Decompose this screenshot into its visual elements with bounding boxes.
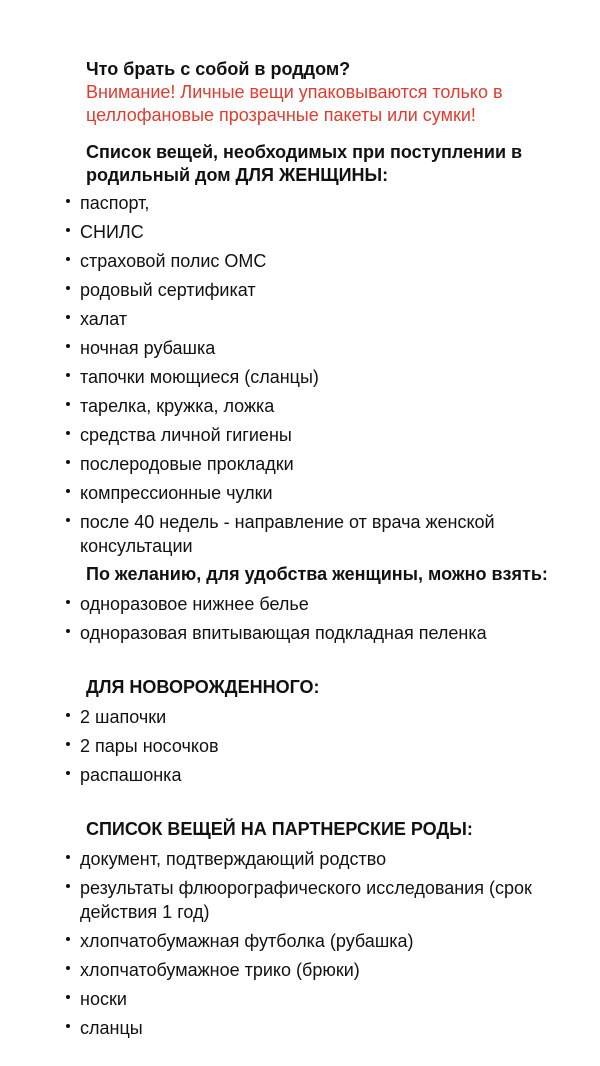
- bullet-icon: [66, 771, 70, 775]
- bullet-icon: [66, 629, 70, 633]
- bullet-icon: [66, 713, 70, 717]
- bullet-icon: [66, 600, 70, 604]
- list-item: сланцы: [0, 1016, 600, 1040]
- newborn-section-heading: ДЛЯ НОВОРОЖДЕННОГО:: [86, 677, 320, 697]
- list-item: одноразовая впитывающая подкладная пеленка: [0, 621, 600, 645]
- list-item: результаты флюорографического исследования (срок действия 1 год): [0, 876, 600, 924]
- warning-text: Внимание! Личные вещи упаковываются только в целлофановые прозрачные пакеты или сумки!: [86, 82, 503, 125]
- bullet-icon: [66, 199, 70, 203]
- list-item: после 40 недель - направление от врача женской консультации: [0, 510, 600, 558]
- list-item: тапочки моющиеся (сланцы): [0, 365, 600, 389]
- bullet-icon: [66, 855, 70, 859]
- bullet-icon: [66, 460, 70, 464]
- list-item: распашонка: [0, 763, 600, 787]
- bullet-icon: [66, 228, 70, 232]
- list-item: 2 пары носочков: [0, 734, 600, 758]
- list-item: родовый сертификат: [0, 278, 600, 302]
- optional-section-heading: По желанию, для удобства женщины, можно взять:: [86, 564, 548, 584]
- document-body: [0, 58, 600, 1045]
- list-item: носки: [0, 987, 600, 1011]
- bullet-icon: [66, 489, 70, 493]
- partner-section-heading: СПИСОК ВЕЩЕЙ НА ПАРТНЕРСКИЕ РОДЫ:: [86, 819, 473, 839]
- bullet-icon: [66, 995, 70, 999]
- list-item: послеродовые прокладки: [0, 452, 600, 476]
- women-section-heading: Список вещей, необходимых при поступлении в родильный дом ДЛЯ ЖЕНЩИНЫ:: [86, 142, 523, 185]
- bullet-icon: [66, 966, 70, 970]
- partner-items-list: [0, 847, 600, 1040]
- list-item: страховой полис ОМС: [0, 249, 600, 273]
- list-item: тарелка, кружка, ложка: [0, 394, 600, 418]
- list-item: 2 шапочки: [0, 705, 600, 729]
- list-item: хлопчатобумажная футболка (рубашка): [0, 929, 600, 953]
- bullet-icon: [66, 373, 70, 377]
- bullet-icon: [66, 742, 70, 746]
- bullet-icon: [66, 257, 70, 261]
- list-item: халат: [0, 307, 600, 331]
- women-items-list: [0, 191, 600, 558]
- list-item: ночная рубашка: [0, 336, 600, 360]
- list-item: хлопчатобумажное трико (брюки): [0, 958, 600, 982]
- page-title: Что брать с собой в роддом?: [86, 59, 351, 79]
- bullet-icon: [66, 884, 70, 888]
- bullet-icon: [66, 431, 70, 435]
- bullet-icon: [66, 315, 70, 319]
- list-item: средства личной гигиены: [0, 423, 600, 447]
- bullet-icon: [66, 286, 70, 290]
- list-item: одноразовое нижнее белье: [0, 592, 600, 616]
- bullet-icon: [66, 402, 70, 406]
- list-item: паспорт,: [0, 191, 600, 215]
- list-item: документ, подтверждающий родство: [0, 847, 600, 871]
- newborn-items-list: [0, 705, 600, 787]
- bullet-icon: [66, 1024, 70, 1028]
- optional-items-list: [0, 592, 600, 645]
- bullet-icon: [66, 937, 70, 941]
- bullet-icon: [66, 344, 70, 348]
- list-item: компрессионные чулки: [0, 481, 600, 505]
- bullet-icon: [66, 518, 70, 522]
- list-item: СНИЛС: [0, 220, 600, 244]
